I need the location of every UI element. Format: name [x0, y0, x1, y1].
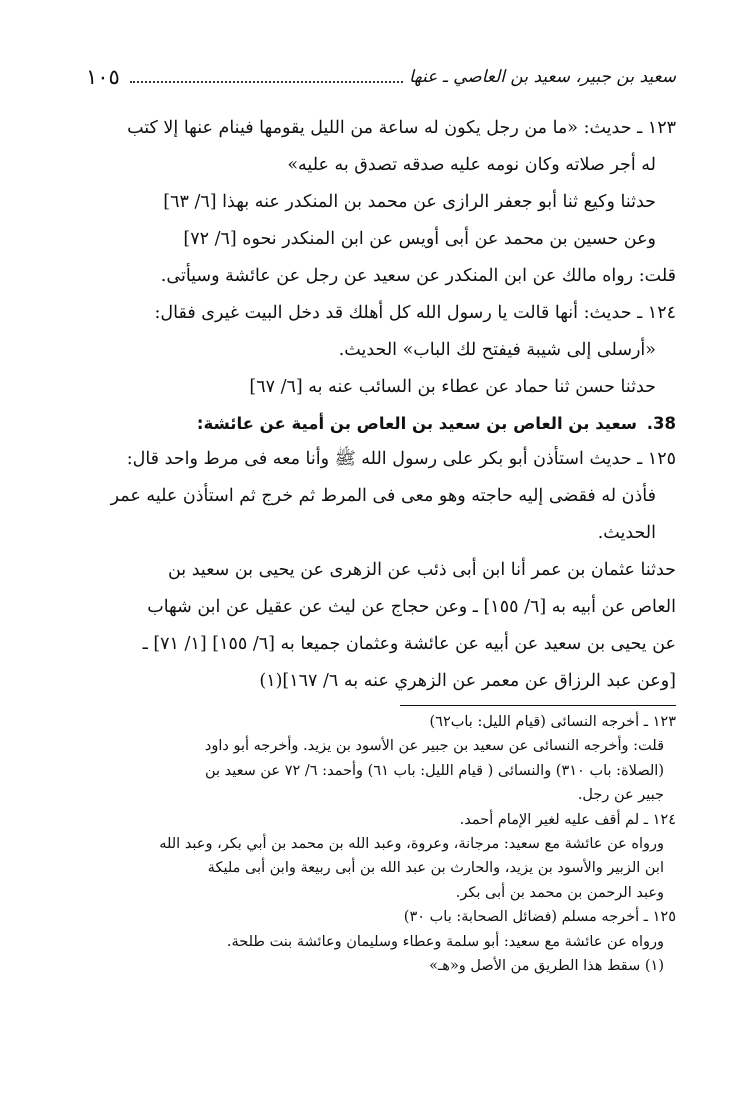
- footnote-line: ابن الزبير والأسود بن يزيد، والحارث بن عبد الله بن أبى ربيعة وابن أبى مليكة: [207, 860, 664, 877]
- footnote-separator: [400, 705, 676, 706]
- main-text: [86, 110, 676, 700]
- footnote-line: ١٢٥ ـ أخرجه مسلم (فضائل الصحابة: باب ٣٠): [403, 909, 676, 926]
- page-number: ١٠٥: [86, 65, 120, 89]
- footnote-line: ١٢٤ ـ لم أقف عليه لغير الإمام أحمد.: [459, 811, 676, 828]
- footnote-line: (١) سقط هذا الطريق من الأصل و«هـ»: [429, 957, 664, 974]
- text-line: ١٢٥ ـ حديث استأذن أبو بكر على رسول الله ﷺ وأنا معه فى مرط واحد قال:: [126, 449, 676, 469]
- text-line: وعن حسين بن محمد عن أبى أويس عن ابن المنكدر نحوه [٦/ ٧٢]: [183, 229, 656, 249]
- section-heading: [86, 406, 676, 441]
- text-line: ١٢٤ ـ حديث: أنها قالت يا رسول الله كل أهلك قد دخل البيت غيرى فقال:: [154, 303, 676, 323]
- footnote-line: (الصلاة: باب ٣١٠) والنسائى ( قيام الليل: باب ٦١) وأحمد: ٦/ ٧٢ عن سعيد بن: [204, 762, 664, 779]
- text-line: حدثنا حسن ثنا حماد عن عطاء بن السائب عنه به [٦/ ٦٧]: [249, 377, 656, 397]
- footnote-line: وعبد الرحمن بن محمد بن أبى بكر.: [455, 884, 664, 901]
- footnote-line: ١٢٣ ـ أخرجه النسائى (قيام الليل: باب٦٢): [429, 714, 676, 730]
- footnote-line: ورواه عن عائشة مع سعيد: مرجانة، وعروة، وعبد الله بن محمد بن أبي بكر، وعبد الله: [159, 835, 664, 852]
- text-line: «أرسلى إلى شيبة فيفتح لك الباب» الحديث.: [338, 340, 656, 360]
- text-line: الحديث.: [597, 523, 656, 543]
- footnotes: [100, 710, 676, 978]
- section-title: سعيد بن العاص بن سعيد بن العاص بن أمية عن عائشة:: [196, 414, 637, 433]
- text-line: فأذن له فقضى إليه حاجته وهو معى فى المرط ثم خرج ثم استأذن عليه عمر: [110, 486, 656, 506]
- text-line: له أجر صلاته وكان نومه عليه صدقه تصدق به عليه»: [287, 155, 656, 175]
- footnote-line: ورواه عن عائشة مع سعيد: أبو سلمة وعطاء وسليمان وعائشة بنت طلحة.: [226, 933, 664, 950]
- text-line: ١٢٣ ـ حديث: «ما من رجل يكون له ساعة من الليل يقومها فينام عنها إلا كتب: [127, 118, 676, 138]
- text-line: العاص عن أبيه به [٦/ ١٥٥] ـ وعن حجاج عن ليث عن عقيل عن ابن شهاب: [147, 597, 676, 617]
- text-line: حدثنا وكيع ثنا أبو جعفر الرازى عن محمد بن المنكدر عنه بهذا [٦/ ٦٣]: [163, 192, 656, 212]
- text-line: حدثنا عثمان بن عمر أنا ابن أبى ذئب عن الزهرى عن يحيى بن سعيد بن: [167, 560, 676, 580]
- text-line: قلت: رواه مالك عن ابن المنكدر عن سعيد عن رجل عن عائشة وسيأتى.: [160, 266, 676, 286]
- text-line: [وعن عبد الرزاق عن معمر عن الزهري عنه به ٦/ ١٦٧](١): [259, 671, 676, 691]
- section-number: 38.: [646, 414, 676, 433]
- running-title: سعيد بن جبير، سعيد بن العاصي ـ عنها: [409, 67, 676, 87]
- header-dotted-leader: [130, 81, 403, 83]
- footnote-line: قلت: وأخرجه النسائى عن سعيد بن جبير عن الأسود بن يزيد. وأخرجه أبو داود: [204, 738, 664, 755]
- page-header: [86, 60, 676, 90]
- text-line: عن يحيى بن سعيد عن أبيه عن عائشة وعثمان جميعا به [٦/ ١٥٥] [١/ ٧١] ـ: [142, 634, 676, 654]
- footnote-line: جبير عن رجل.: [577, 787, 664, 804]
